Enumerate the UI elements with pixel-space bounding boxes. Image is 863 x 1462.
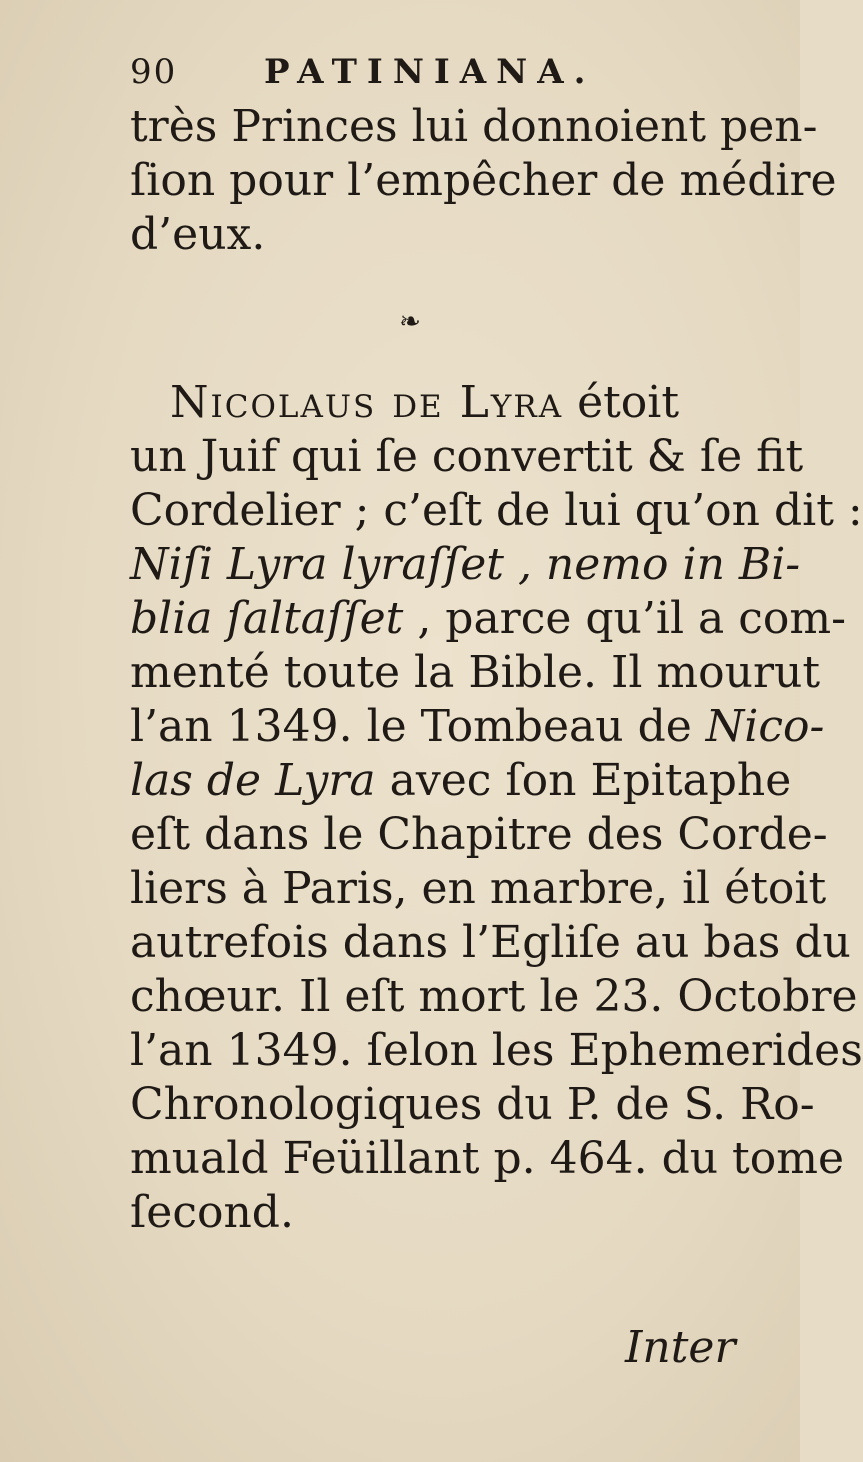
text-line: Cordelier ; c’eſt de lui qu’on dit :	[130, 485, 863, 536]
text-line: Nicolaus de Lyra étoit	[170, 377, 680, 428]
running-title: PATINIANA.	[264, 52, 596, 92]
catchword: Inter	[625, 1322, 736, 1373]
text-line: eſt dans le Chapitre des Corde-	[130, 809, 828, 860]
paragraph-1	[130, 100, 837, 262]
text-line: très Princes lui donnoient pen-	[130, 101, 818, 152]
fleuron-ornament-icon: ❧	[399, 307, 421, 337]
person-name: Nicolaus de Lyra	[170, 377, 564, 428]
text-line: chœur. Il eſt mort le 23. Octobre	[130, 971, 858, 1022]
paragraph-2	[130, 376, 863, 1240]
text-line: autrefois dans l’Egliſe au bas du	[130, 917, 851, 968]
text-line: un Juif qui ſe convertit & ſe fit	[130, 431, 804, 482]
italic-name: las de Lyra	[130, 755, 376, 806]
latin-quote-line: Niſi Lyra lyraſſet , nemo in Bi-	[130, 539, 801, 590]
text-line: l’an 1349. ſelon les Ephemerides	[130, 1025, 863, 1076]
text-line: liers à Paris, en marbre, il étoit	[130, 863, 827, 914]
text-line: muald Feüillant p. 464. du tome	[130, 1133, 844, 1184]
text-line: ſion pour l’empêcher de médire	[130, 155, 837, 206]
latin-quote: blia ſaltaſſet	[130, 593, 404, 644]
text-line: Chronologiques du P. de S. Ro-	[130, 1079, 815, 1130]
italic-name: Nico-	[705, 701, 825, 752]
page-header	[130, 52, 730, 102]
text-line: l’an 1349. le Tombeau de Nico-	[130, 701, 825, 752]
text-line: las de Lyra avec ſon Epitaphe	[130, 755, 792, 806]
page-number: 90	[130, 52, 178, 92]
text-line: menté toute la Bible. Il mourut	[130, 647, 821, 698]
text-line: ſecond.	[130, 1187, 294, 1238]
text-line: blia ſaltaſſet , parce qu’il a com-	[130, 593, 846, 644]
text-line: d’eux.	[130, 209, 266, 260]
